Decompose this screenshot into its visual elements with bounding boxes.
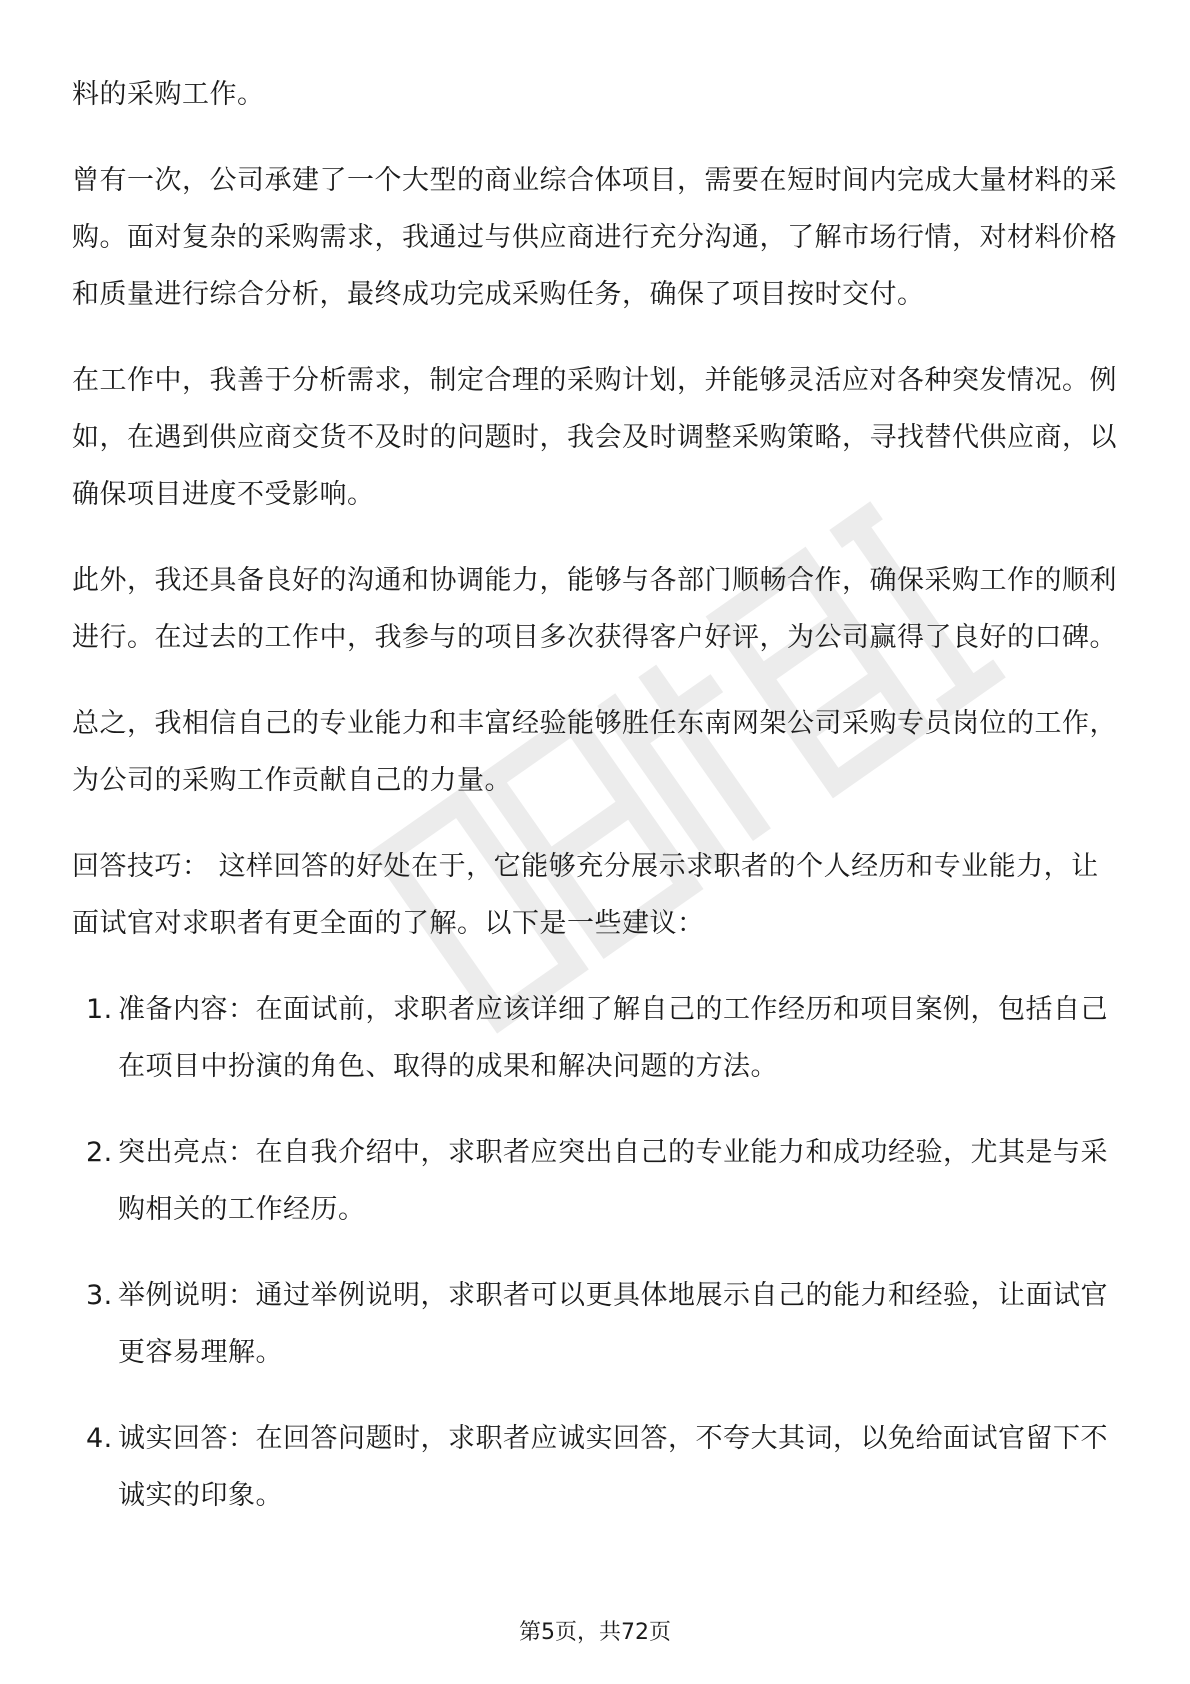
list-item-text: 突出亮点：在自我介绍中，求职者应突出自己的专业能力和成功经验，尤其是与采购相关的工作经历。 — [118, 1137, 1108, 1225]
list-item-number: 3. — [86, 1280, 113, 1311]
list-item — [72, 1410, 1122, 1524]
paragraph: 在工作中，我善于分析需求，制定合理的采购计划，并能够灵活应对各种突发情况。例如，在遇到供应商交货不及时的问题时，我会及时调整采购策略，寻找替代供应商，以确保项目进度不受影响。 — [72, 365, 1117, 510]
list-item-text: 准备内容：在面试前，求职者应该详细了解自己的工作经历和项目案例，包括自己在项目中扮演的角色、取得的成果和解决问题的方法。 — [118, 994, 1108, 1082]
tips-list — [72, 981, 1122, 1524]
list-item-number: 2. — [86, 1137, 113, 1168]
list-item — [72, 1267, 1122, 1381]
list-item-text: 诚实回答：在回答问题时，求职者应诚实回答，不夸大其词，以免给面试官留下不诚实的印象。 — [118, 1423, 1108, 1511]
list-item-text: 举例说明：通过举例说明，求职者可以更具体地展示自己的能力和经验，让面试官更容易理解。 — [118, 1280, 1108, 1368]
answer-tips-intro: 回答技巧： 这样回答的好处在于，它能够充分展示求职者的个人经历和专业能力，让面试官对求职者有更全面的了解。以下是一些建议： — [72, 851, 1099, 939]
paragraph: 曾有一次，公司承建了一个大型的商业综合体项目，需要在短时间内完成大量材料的采购。面对复杂的采购需求，我通过与供应商进行充分沟通，了解市场行情，对材料价格和质量进行综合分析，最终成功完成采购任务，确保了项目按时交付。 — [72, 165, 1117, 310]
list-item-number: 1. — [86, 994, 113, 1025]
list-item — [72, 981, 1122, 1095]
paragraph: 总之，我相信自己的专业能力和丰富经验能够胜任东南网架公司采购专员岗位的工作，为公司的采购工作贡献自己的力量。 — [72, 708, 1117, 796]
paragraph: 此外，我还具备良好的沟通和协调能力，能够与各部门顺畅合作，确保采购工作的顺利进行。在过去的工作中，我参与的项目多次获得客户好评，为公司赢得了良好的口碑。 — [72, 565, 1117, 653]
list-item — [72, 1124, 1122, 1238]
document-body — [72, 66, 1122, 1553]
page-number-footer: 第5页，共72页 — [519, 1620, 671, 1645]
list-item-number: 4. — [86, 1423, 113, 1454]
paragraph: 料的采购工作。 — [72, 79, 265, 110]
